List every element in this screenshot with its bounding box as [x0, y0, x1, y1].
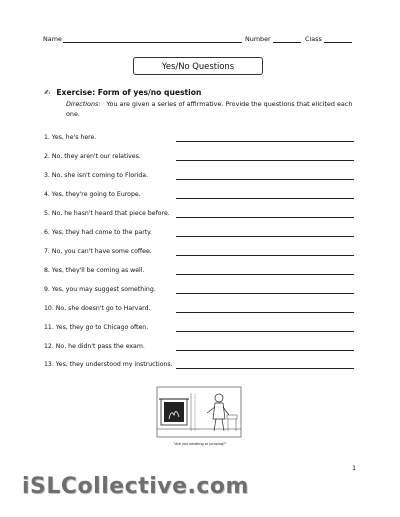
list-item: [44, 361, 394, 371]
answer-line[interactable]: [176, 293, 354, 294]
list-item: [44, 210, 394, 220]
answer-line[interactable]: [176, 255, 354, 256]
list-item: [44, 153, 394, 163]
list-item: [44, 343, 394, 353]
cartoon-caption: "Are you smoking or jumping?": [173, 442, 227, 446]
item-text: 1. Yes, he's here.: [44, 134, 97, 141]
item-text: 8. Yes, they'll be coming as well.: [44, 267, 145, 274]
directions-text: You are given a series of affirmative. Provide the questions that elicited each one.: [66, 100, 353, 118]
answer-line[interactable]: [176, 198, 354, 199]
writing-hand-icon: ✍: [44, 88, 51, 97]
item-text: 2. No, they aren't our relatives.: [44, 153, 141, 160]
list-item: [44, 324, 394, 334]
list-item: [44, 286, 394, 296]
item-text: 12. No, he didn't pass the exam.: [44, 343, 145, 350]
item-text: 9. Yes, you may suggest something.: [44, 286, 156, 293]
list-item: [44, 305, 394, 315]
worksheet-title: [133, 57, 263, 75]
answer-line[interactable]: [176, 331, 354, 332]
cartoon-illustration: [155, 385, 243, 439]
name-label: Name: [43, 35, 62, 43]
answer-line[interactable]: [176, 312, 354, 313]
answer-line[interactable]: [176, 141, 354, 142]
item-text: 11. Yes, they go to Chicago often.: [44, 324, 149, 331]
class-label: Class: [305, 35, 322, 43]
item-text: 4. Yes, they're going to Europe.: [44, 191, 141, 198]
exercise-heading: [44, 88, 201, 97]
list-item: [44, 172, 394, 182]
answer-line[interactable]: [176, 179, 354, 180]
directions: [66, 99, 356, 119]
answer-line[interactable]: [176, 350, 354, 351]
list-item: [44, 229, 394, 239]
answer-line[interactable]: [176, 368, 354, 369]
class-blank[interactable]: [324, 42, 352, 43]
list-item: [44, 134, 394, 144]
item-text: 3. No, she isn't coming to Florida.: [44, 172, 149, 179]
item-text: 6. Yes, they had come to the party.: [44, 229, 152, 236]
watermark: iSLCollective.com: [22, 474, 249, 499]
item-text: 5. No, he hasn't heard that piece before.: [44, 210, 170, 217]
answer-line[interactable]: [176, 274, 354, 275]
number-blank[interactable]: [273, 42, 301, 43]
answer-line[interactable]: [176, 160, 354, 161]
worksheet-title-text: Yes/No Questions: [161, 61, 235, 71]
page-number: 1: [352, 464, 357, 472]
item-text: 10. No, she doesn't go to Harvard.: [44, 305, 151, 312]
answer-line[interactable]: [176, 217, 354, 218]
item-text: 7. No, you can't have some coffee.: [44, 248, 152, 255]
number-label: Number: [245, 35, 271, 43]
exercise-heading-text: Exercise: Form of yes/no question: [56, 88, 202, 97]
list-item: [44, 248, 394, 258]
list-item: [44, 267, 394, 277]
directions-label: Directions:: [66, 100, 101, 108]
name-blank[interactable]: [63, 42, 242, 43]
item-text: 13. Yes, they understood my instructions.: [44, 361, 173, 368]
list-item: [44, 191, 394, 201]
answer-line[interactable]: [176, 236, 354, 237]
